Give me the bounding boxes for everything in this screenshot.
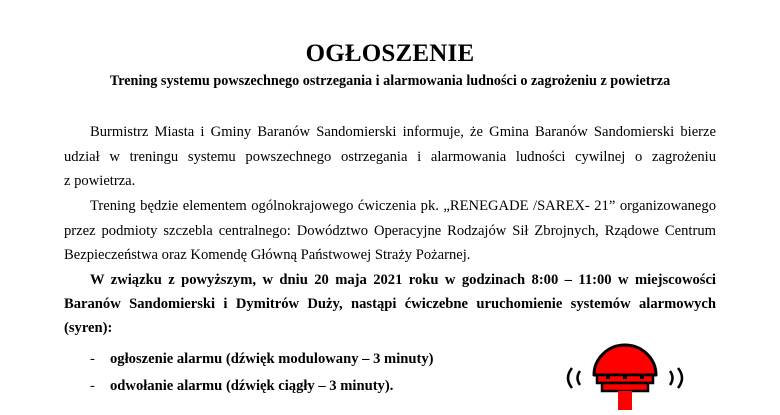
paragraph-line: Burmistrz Miasta i Gminy Baranów Sandomierski informuje, że Gmina Baranów Sandomierski bierze [90,124,716,140]
siren-icon [550,330,700,410]
paragraph-line: przez podmioty szczebla centralnego: Dowództwo Operacyjne Rodzajów Sił Zbrojnych, Rządowe Centrum [64,222,716,239]
signal-list [90,346,434,400]
paragraph-line: Trening będzie elementem ogólnokrajowego ćwiczenia pk. „RENEGADE /SAREX- 21” organizowanego [90,198,716,214]
announcement-title: OGŁOSZENIE [305,40,475,67]
list-item [90,373,434,400]
list-bullet: - [90,351,95,367]
paragraph-line: (syren): [64,320,113,336]
list-bullet: - [90,378,95,394]
list-item-text: odwołanie alarmu (dźwięk ciągły – 3 minuty). [110,378,394,394]
announcement-subtitle: Trening systemu powszechnego ostrzegania i alarmowania ludności o zagrożeniu z powietrza [109,73,671,89]
paragraph-exercise [64,194,716,268]
paragraph-line: udział w treningu systemu powszechnego ostrzegania i alarmowania ludności cywilnej o zagrożeniu [64,148,716,165]
paragraph-line: z powietrza. [64,173,136,189]
list-item [90,346,434,373]
paragraph-line: Bezpieczeństwa oraz Komendę Główną Państwowej Straży Pożarnej. [64,247,471,263]
paragraph-line: Baranów Sandomierski i Dymitrów Duży, nastąpi ćwiczebne uruchomienie systemów alarmowych [64,296,716,312]
list-item-text: ogłoszenie alarmu (dźwięk modulowany – 3 minuty) [110,351,434,367]
paragraph-line: W związku z powyższym, w dniu 20 maja 2021 roku w godzinach 8:00 – 11:00 w miejscowości [90,272,716,288]
paragraph-intro [64,120,716,194]
